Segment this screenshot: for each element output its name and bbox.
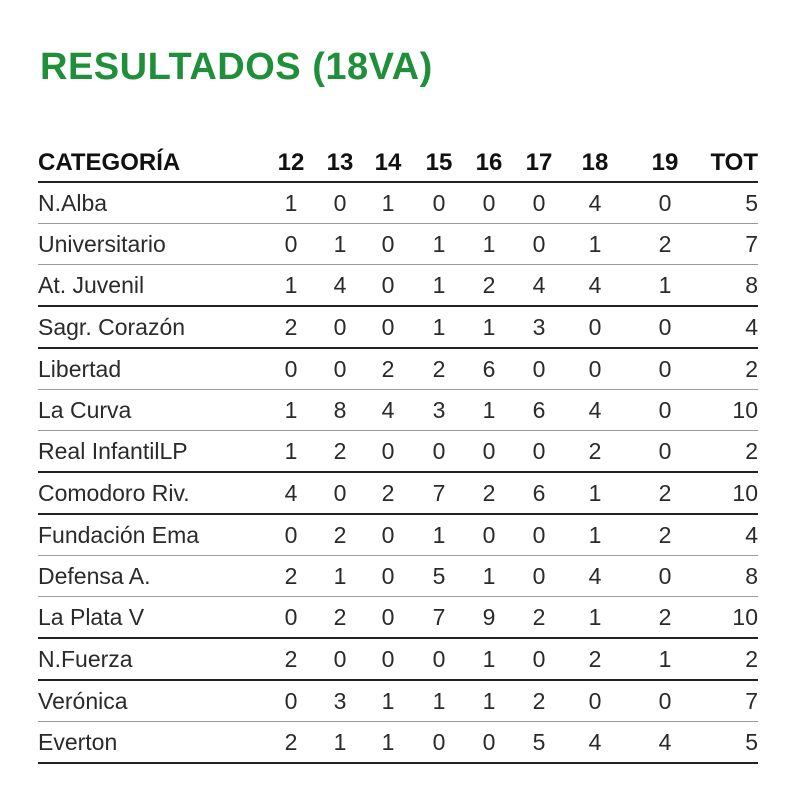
team-name: N.Alba	[38, 182, 264, 224]
score-cell: 0	[264, 224, 318, 265]
column-header: 19	[626, 144, 704, 182]
table-row	[38, 597, 758, 639]
score-cell: 1	[414, 680, 464, 722]
score-cell: 1	[264, 431, 318, 473]
score-cell: 3	[514, 306, 564, 348]
score-cell: 2	[564, 638, 626, 680]
score-cell: 0	[626, 182, 704, 224]
score-cell: 0	[464, 431, 514, 473]
score-cell: 2	[514, 597, 564, 639]
score-cell: 0	[264, 348, 318, 390]
score-cell: 1	[414, 224, 464, 265]
score-cell: 0	[626, 556, 704, 597]
score-cell: 0	[564, 348, 626, 390]
score-cell: 0	[318, 348, 362, 390]
total-cell: 8	[704, 556, 758, 597]
table-row	[38, 722, 758, 764]
score-cell: 0	[564, 680, 626, 722]
score-cell: 2	[264, 306, 318, 348]
score-cell: 3	[414, 390, 464, 431]
score-cell: 0	[362, 265, 414, 307]
score-cell: 4	[564, 722, 626, 764]
score-cell: 1	[464, 680, 514, 722]
score-cell: 0	[626, 680, 704, 722]
score-cell: 1	[318, 722, 362, 764]
total-cell: 2	[704, 348, 758, 390]
score-cell: 1	[264, 182, 318, 224]
score-cell: 2	[362, 472, 414, 514]
score-cell: 2	[514, 680, 564, 722]
score-cell: 0	[514, 182, 564, 224]
table-row	[38, 306, 758, 348]
header-row	[38, 144, 758, 182]
table-row	[38, 431, 758, 473]
score-cell: 6	[514, 390, 564, 431]
team-name: Defensa A.	[38, 556, 264, 597]
score-cell: 7	[414, 472, 464, 514]
score-cell: 1	[464, 224, 514, 265]
score-cell: 0	[464, 182, 514, 224]
score-cell: 2	[626, 514, 704, 556]
score-cell: 2	[626, 597, 704, 639]
table-row	[38, 390, 758, 431]
score-cell: 1	[414, 306, 464, 348]
score-cell: 2	[264, 722, 318, 764]
score-cell: 2	[414, 348, 464, 390]
score-cell: 0	[362, 514, 414, 556]
total-cell: 2	[704, 638, 758, 680]
score-cell: 0	[414, 431, 464, 473]
score-cell: 2	[318, 597, 362, 639]
table-row	[38, 224, 758, 265]
table-row	[38, 182, 758, 224]
total-cell: 5	[704, 722, 758, 764]
score-cell: 1	[414, 514, 464, 556]
total-cell: 8	[704, 265, 758, 307]
total-cell: 7	[704, 224, 758, 265]
table-row	[38, 556, 758, 597]
team-name: Real InfantilLP	[38, 431, 264, 473]
team-name: Verónica	[38, 680, 264, 722]
score-cell: 0	[318, 638, 362, 680]
total-cell: 10	[704, 597, 758, 639]
score-cell: 0	[514, 514, 564, 556]
score-cell: 2	[626, 224, 704, 265]
column-header: 17	[514, 144, 564, 182]
team-name: La Curva	[38, 390, 264, 431]
team-name: Everton	[38, 722, 264, 764]
total-cell: 5	[704, 182, 758, 224]
score-cell: 6	[464, 348, 514, 390]
score-cell: 7	[414, 597, 464, 639]
table-row	[38, 514, 758, 556]
table-row	[38, 472, 758, 514]
column-header: 18	[564, 144, 626, 182]
score-cell: 4	[564, 390, 626, 431]
score-cell: 1	[564, 514, 626, 556]
score-cell: 4	[564, 182, 626, 224]
table-row	[38, 348, 758, 390]
score-cell: 1	[464, 390, 514, 431]
score-cell: 0	[264, 597, 318, 639]
score-cell: 0	[362, 638, 414, 680]
score-cell: 2	[464, 472, 514, 514]
score-cell: 5	[514, 722, 564, 764]
score-cell: 1	[264, 265, 318, 307]
score-cell: 2	[264, 638, 318, 680]
score-cell: 0	[464, 514, 514, 556]
score-cell: 0	[514, 431, 564, 473]
team-name: N.Fuerza	[38, 638, 264, 680]
score-cell: 0	[318, 182, 362, 224]
team-name: Libertad	[38, 348, 264, 390]
score-cell: 0	[514, 224, 564, 265]
total-cell: 10	[704, 472, 758, 514]
column-header: 16	[464, 144, 514, 182]
team-name: Sagr. Corazón	[38, 306, 264, 348]
score-cell: 4	[264, 472, 318, 514]
column-header: 12	[264, 144, 318, 182]
total-cell: 7	[704, 680, 758, 722]
score-cell: 1	[464, 556, 514, 597]
score-cell: 8	[318, 390, 362, 431]
score-cell: 0	[564, 306, 626, 348]
score-cell: 1	[464, 306, 514, 348]
column-header: 14	[362, 144, 414, 182]
score-cell: 3	[318, 680, 362, 722]
score-cell: 1	[318, 556, 362, 597]
score-cell: 0	[264, 514, 318, 556]
table-row	[38, 680, 758, 722]
score-cell: 4	[626, 722, 704, 764]
team-name: At. Juvenil	[38, 265, 264, 307]
score-cell: 4	[514, 265, 564, 307]
column-header-category: CATEGORÍA	[38, 144, 264, 182]
score-cell: 0	[514, 638, 564, 680]
column-header: 15	[414, 144, 464, 182]
results-table	[38, 144, 758, 764]
score-cell: 1	[414, 265, 464, 307]
score-cell: 1	[362, 722, 414, 764]
score-cell: 0	[362, 431, 414, 473]
score-cell: 2	[564, 431, 626, 473]
score-cell: 6	[514, 472, 564, 514]
score-cell: 2	[264, 556, 318, 597]
score-cell: 9	[464, 597, 514, 639]
total-cell: 10	[704, 390, 758, 431]
table-row	[38, 638, 758, 680]
score-cell: 4	[318, 265, 362, 307]
score-cell: 1	[362, 680, 414, 722]
score-cell: 1	[362, 182, 414, 224]
column-header-total: TOT	[704, 144, 758, 182]
score-cell: 0	[626, 390, 704, 431]
score-cell: 2	[362, 348, 414, 390]
score-cell: 0	[318, 306, 362, 348]
score-cell: 0	[414, 722, 464, 764]
score-cell: 0	[362, 306, 414, 348]
score-cell: 1	[464, 638, 514, 680]
score-cell: 0	[514, 348, 564, 390]
score-cell: 2	[318, 514, 362, 556]
score-cell: 2	[626, 472, 704, 514]
score-cell: 1	[626, 265, 704, 307]
team-name: Comodoro Riv.	[38, 472, 264, 514]
total-cell: 4	[704, 514, 758, 556]
score-cell: 1	[318, 224, 362, 265]
score-cell: 1	[564, 597, 626, 639]
score-cell: 0	[362, 597, 414, 639]
score-cell: 5	[414, 556, 464, 597]
score-cell: 0	[626, 348, 704, 390]
score-cell: 1	[626, 638, 704, 680]
score-cell: 0	[626, 306, 704, 348]
score-cell: 0	[626, 431, 704, 473]
page-title: RESULTADOS (18VA)	[40, 46, 433, 88]
total-cell: 4	[704, 306, 758, 348]
score-cell: 0	[414, 638, 464, 680]
total-cell: 2	[704, 431, 758, 473]
score-cell: 0	[362, 556, 414, 597]
score-cell: 2	[318, 431, 362, 473]
score-cell: 1	[564, 472, 626, 514]
team-name: La Plata V	[38, 597, 264, 639]
score-cell: 4	[362, 390, 414, 431]
score-cell: 0	[264, 680, 318, 722]
table-row	[38, 265, 758, 307]
score-cell: 2	[464, 265, 514, 307]
score-cell: 0	[464, 722, 514, 764]
score-cell: 4	[564, 556, 626, 597]
team-name: Universitario	[38, 224, 264, 265]
column-header: 13	[318, 144, 362, 182]
score-cell: 1	[264, 390, 318, 431]
score-cell: 1	[564, 224, 626, 265]
score-cell: 4	[564, 265, 626, 307]
score-cell: 0	[514, 556, 564, 597]
score-cell: 0	[362, 224, 414, 265]
score-cell: 0	[414, 182, 464, 224]
team-name: Fundación Ema	[38, 514, 264, 556]
score-cell: 0	[318, 472, 362, 514]
